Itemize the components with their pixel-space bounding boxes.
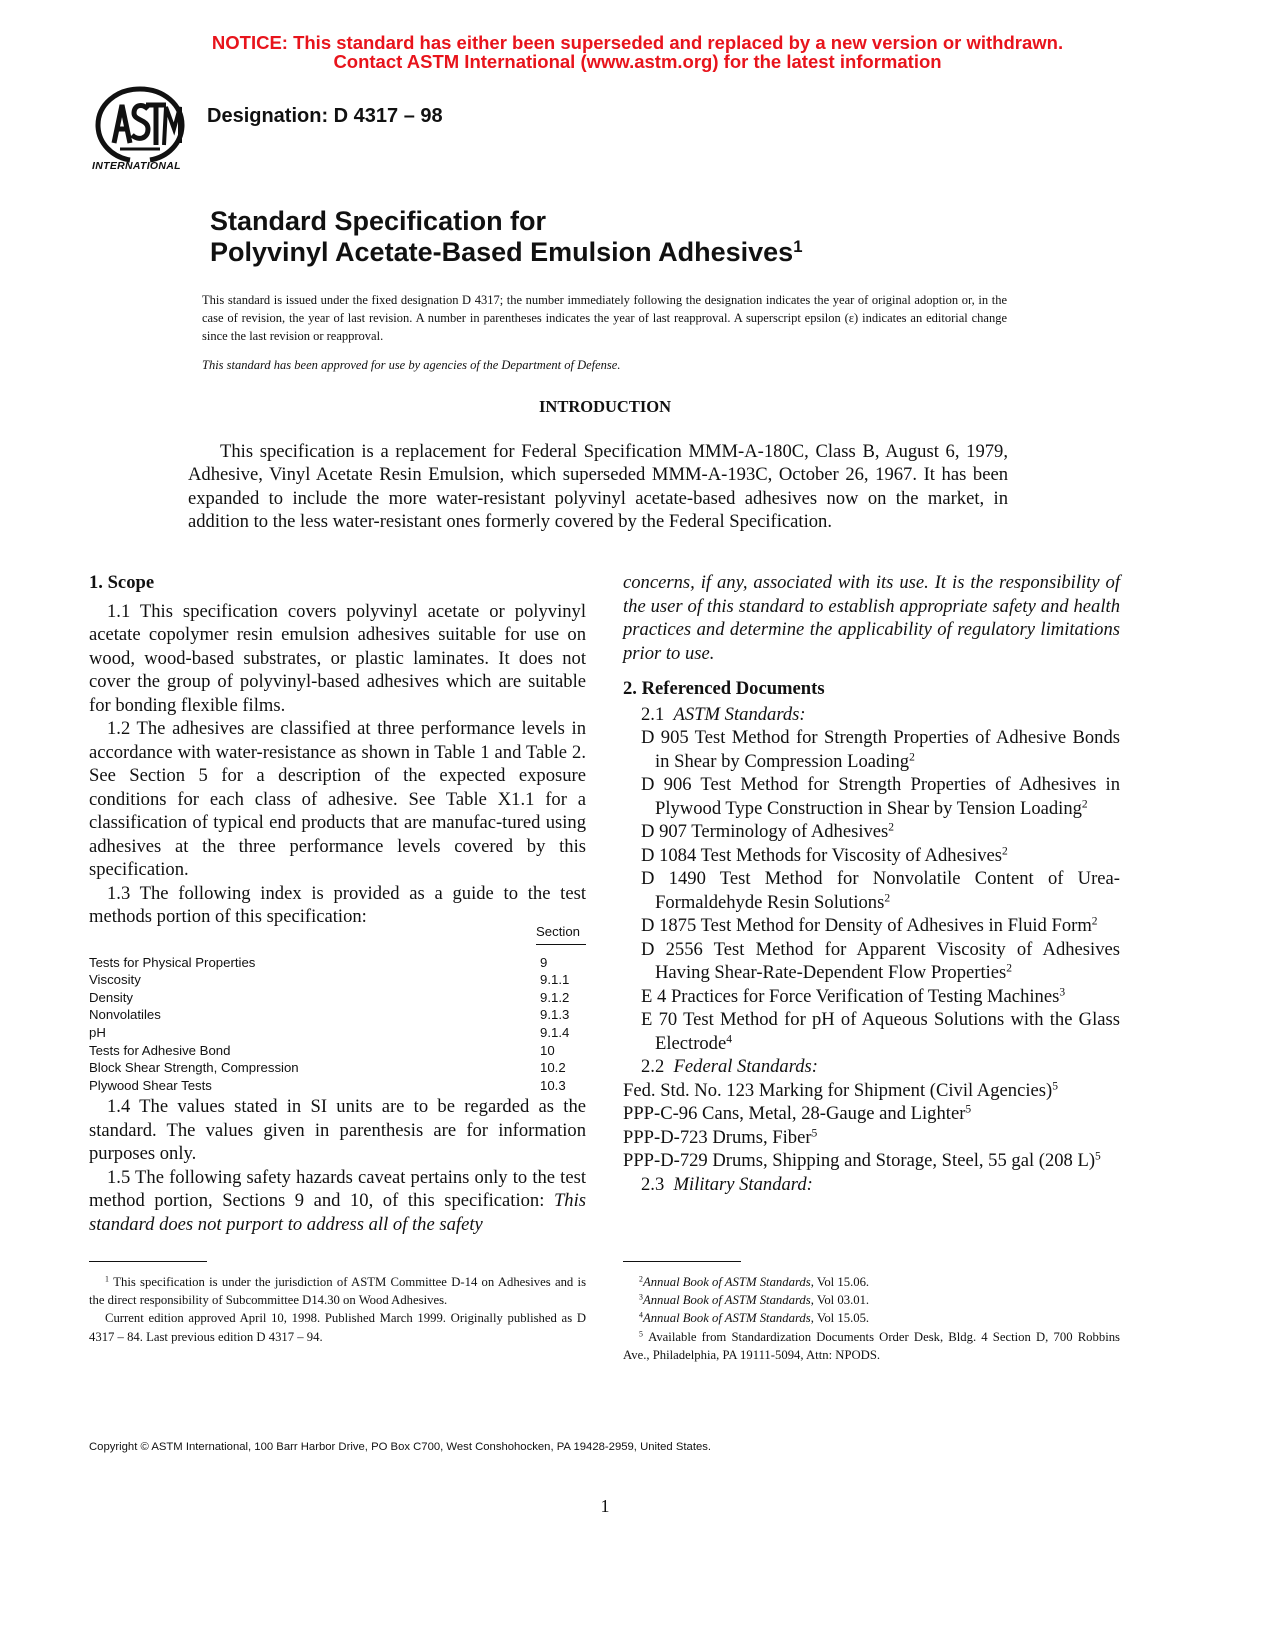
index-header-section: Section [536,923,586,945]
reference-item: E 70 Test Method for pH of Aqueous Solutions with the Glass Electrode$^4$ [641,1009,1120,1054]
reference-item: PPP-C-96 Cans, Metal, 28-Gauge and Lighter$^5$ [623,1103,972,1124]
footnote-5: $^5$ Available from Standardization Documents Order Desk, Bldg. 4 Section D, 700 Robbins Ave., Philadelphia, PA 19111-5094, Attn: NPODS. [623,1329,1120,1362]
section-1-4: 1.4 The values stated in SI units are to be regarded as the standard. The values given in parenthesis are for information purposes only. [89,1096,586,1164]
dod-statement: This standard has been approved for use by agencies of the Department of Defense. [202,358,621,372]
index-row: Viscosity 9.1.1 [89,972,570,988]
section-2-3: 2.3 Military Standard: [641,1173,813,1195]
reference-item: D 1490 Test Method for Nonvolatile Content of Urea-Formaldehyde Resin Solutions$^2$ [641,868,1120,913]
title-line-2: Polyvinyl Acetate-Based Emulsion Adhesives$^1$ [210,236,803,267]
index-row: Block Shear Strength, Compression 10.2 [89,1060,566,1076]
footnote-2: $^2$Annual Book of ASTM Standards, Vol 15.06. [639,1274,870,1289]
logo-text: INTERNATIONAL [92,160,181,172]
astm-standards-list [623,726,1120,1055]
issue-statement: This standard is issued under the fixed designation D 4317; the number immediately following the designation indicates the year of original adoption or, in the case of revision, the year of last revision. A number in parentheses indicates the year of last reapproval. A superscript epsilon (ε) indicates an editorial change since the last revision or reapproval. [202,293,1007,343]
introduction-heading: INTRODUCTION [538,397,672,416]
index-row: Density 9.1.2 [89,989,570,1005]
reference-item: D 2556 Test Method for Apparent Viscosity of Adhesives Having Shear-Rate-Dependent Flow Properties$^2$ [641,938,1120,983]
footnotes-right [623,1273,1120,1364]
footnote-rule-right [623,1261,741,1262]
scope-heading: 1. Scope [89,572,155,593]
section-1-2: 1.2 The adhesives are classified at three performance levels in accordance with water-resistance as shown in Table 1 and Table 2. See Section 5 for a description of the expected exposure conditions for each class of adhesive. See Table X1.1 for a classification of typical end products that are manufac-tured using adhesives at the three performance levels covered by this specification. [89,718,586,880]
footnote-4: $^4$Annual Book of ASTM Standards, Vol 15.05. [639,1311,870,1326]
section-1-5: 1.5 The following safety hazards caveat pertains only to the test method portion, Sections 9 and 10, of this specification: This standard does not purport to address all of the safety [89,1166,586,1235]
reference-item: PPP-D-723 Drums, Fiber$^5$ [623,1126,818,1148]
notice-banner [0,33,1275,71]
index-row: Nonvolatiles 9.1.3 [89,1007,570,1023]
reference-item: D 907 Terminology of Adhesives$^2$ [641,821,895,842]
left-column [89,571,586,929]
edition-note: Current edition approved April 10, 1998. Published March 1999. Originally published as D 4317 – 84. Last previous edition D 4317 – 94. [89,1311,586,1344]
notice-line-2: Contact ASTM International (www.astm.org) for the latest information [333,51,942,72]
reference-item: D 1084 Test Methods for Viscosity of Adhesives$^2$ [641,844,1008,866]
reference-item: PPP-D-729 Drums, Shipping and Storage, Steel, 55 gal (208 L)$^5$ [623,1150,1101,1171]
left-column-lower [89,1095,586,1236]
footnotes-left [89,1273,586,1346]
federal-standards-list [623,1079,1120,1173]
safety-caveat-continued: concerns, if any, associated with its use. It is the responsibility of the user of this standard to establish appropriate safety and health practices and determine the applicability of regulatory limitations prior to use. [623,572,1120,664]
index-row: Tests for Adhesive Bond 10 [89,1042,555,1058]
document-title [210,206,803,268]
reference-item: D 905 Test Method for Strength Properties of Adhesive Bonds in Shear by Compression Loading$^2$ [641,727,1120,772]
section-2-1: 2.1 ASTM Standards: [641,703,806,725]
notice-line-1: NOTICE: This standard has either been superseded and replaced by a new version or withdrawn. [211,32,1064,53]
footnote-rule-left [89,1261,207,1262]
astm-logo [90,85,190,175]
test-index-table [89,923,586,1094]
index-row: Plywood Shear Tests 10.3 [89,1077,566,1093]
footnote-1: $^1$ This specification is under the jurisdiction of ASTM Committee D-14 on Adhesives and is the direct responsibility of Subcommittee D14.30 on Wood Adhesives. [89,1274,587,1308]
section-1-1: 1.1 This specification covers polyvinyl acetate or polyvinyl acetate copolymer resin emulsion adhesives suitable for use on wood, wood-based substrates, or plastic laminates. It does not cover the group of polyvinyl-based adhesives which are suitable for bonding flexible films. [89,600,586,716]
astm-logo-icon [90,85,190,163]
title-line-1: Standard Specification for [210,206,547,236]
page-number: 1 [600,1496,610,1516]
referenced-documents-heading: 2. Referenced Documents [623,678,825,699]
section-2-2: 2.2 Federal Standards: [641,1056,818,1077]
reference-item: Fed. Std. No. 123 Marking for Shipment (Civil Agencies)$^5$ [623,1079,1058,1101]
reference-item: D 1875 Test Method for Density of Adhesives in Fluid Form$^2$ [641,915,1098,936]
title-footnote-ref: 1 [793,236,803,256]
reference-item: E 4 Practices for Force Verification of Testing Machines$^3$ [641,985,1066,1007]
copyright-line: Copyright © ASTM International, 100 Barr Harbor Drive, PO Box C700, West Conshohocken, PA 19428-2959, United States. [89,1441,712,1453]
index-row: Tests for Physical Properties 9 [89,954,548,970]
introduction-text: This specification is a replacement for Federal Specification MMM-A-180C, Class B, August 6, 1979, Adhesive, Vinyl Acetate Resin Emulsion, which superseded MMM-A-193C, October 26, 1967. It has been expanded to include the more water-resistant polyvinyl acetate-based adhesives now on the market, in addition to the less water-resistant ones formerly covered by the Federal Specification. [188,441,1008,532]
reference-item: D 906 Test Method for Strength Properties of Adhesives in Plywood Type Construction in Shear by Tension Loading$^2$ [641,774,1120,819]
index-row: pH 9.1.4 [89,1024,570,1040]
designation: Designation: D 4317 – 98 [207,105,443,127]
footnote-3: $^3$Annual Book of ASTM Standards, Vol 03.01. [639,1292,870,1308]
right-column [623,571,1120,1196]
section-1-3: 1.3 The following index is provided as a guide to the test methods portion of this specification: [89,882,586,927]
